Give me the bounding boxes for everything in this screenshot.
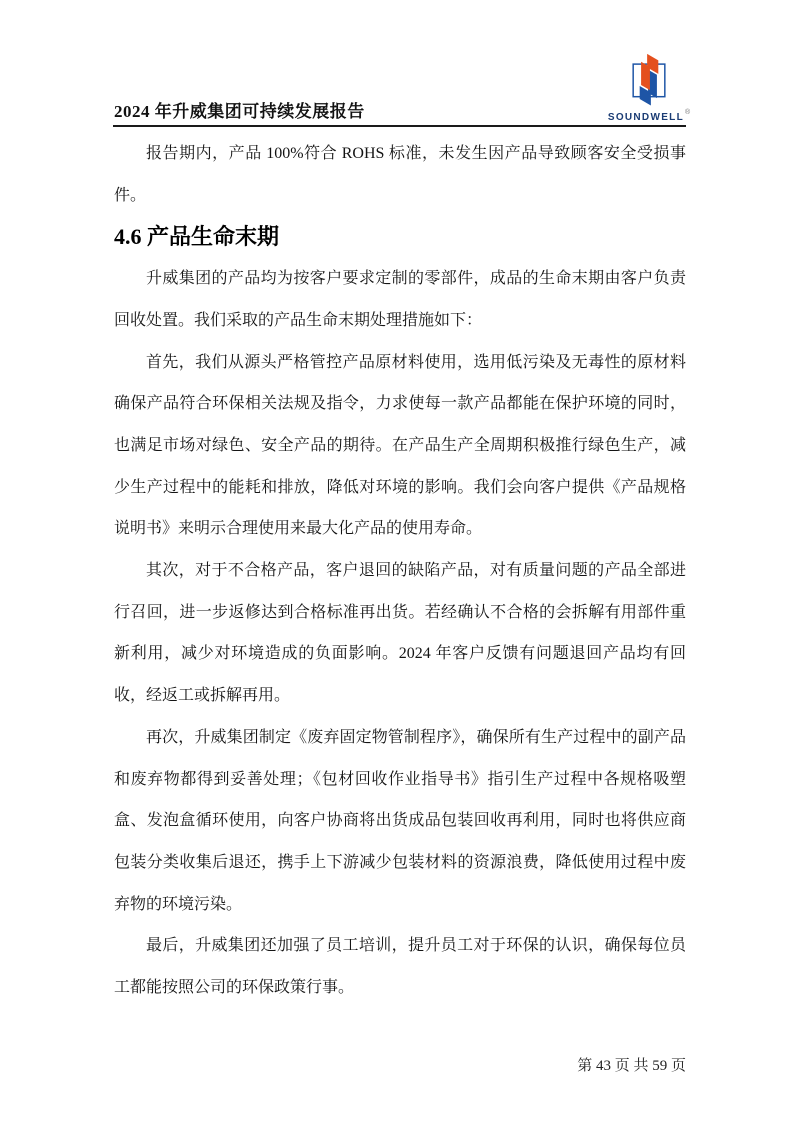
registered-trademark-symbol: ®	[684, 108, 691, 116]
brand-name: SOUNDWELL	[607, 112, 684, 123]
soundwell-logo-icon	[627, 52, 671, 106]
page-number-label: 第 43 页 共 59 页	[577, 1058, 686, 1074]
brand-wordmark	[606, 108, 692, 124]
header-divider	[113, 125, 686, 127]
page-footer	[114, 1055, 686, 1077]
paragraph-overview: 升威集团的产品均为按客户要求定制的零部件，成品的生命末期由客户负责回收处置。我们采取的产品生命末期处理措施如下：	[114, 270, 686, 329]
report-title: 2024 年升威集团可持续发展报告	[114, 102, 365, 121]
paragraph-final-measure: 最后，升威集团还加强了员工培训，提升员工对于环保的认识，确保每位员工都能按照公司的环保政策行事。	[114, 937, 686, 997]
paragraph-first-measure: 首先，我们从源头严格管控产品原材料使用，选用低污染及无毒性的原材料确保产品符合环保相关法规及指令，力求使每一款产品都能在保护环境的同时，也满足市场对绿色、安全产品的期待。在产品生产全周期积极推行绿色生产，减少生产过程中的能耗和排放，降低对环境的影响。我们会向客户提供《产品规格说明书》来明示合理使用来最大化产品的使用寿命。	[114, 353, 686, 538]
section-heading: 4.6 产品生命末期	[114, 224, 280, 250]
brand-logo	[606, 52, 692, 124]
paragraph-second-measure: 其次，对于不合格产品，客户退回的缺陷产品，对有质量问题的产品全部进行召回，进一步返修达到合格标准再出货。若经确认不合格的会拆解有用部件重新利用，减少对环境造成的负面影响。2024 年客户反馈有问题退回产品均有回收，经返工或拆解再用。	[114, 562, 686, 705]
paragraph-intro: 报告期内，产品 100%符合 ROHS 标准，未发生因产品导致顾客安全受损事件。	[114, 145, 686, 204]
paragraph-third-measure: 再次，升威集团制定《废弃固定物管制程序》，确保所有生产过程中的副产品和废弃物都得到妥善处理；《包材回收作业指导书》指引生产过程中各规格吸塑盒、发泡盒循环使用，向客户协商将出货成品包装回收再利用，同时也将供应商包装分类收集后退还，携手上下游减少包装材料的资源浪费，降低使用过程中废弃物的环境污染。	[114, 728, 686, 913]
document-body	[114, 133, 686, 1009]
